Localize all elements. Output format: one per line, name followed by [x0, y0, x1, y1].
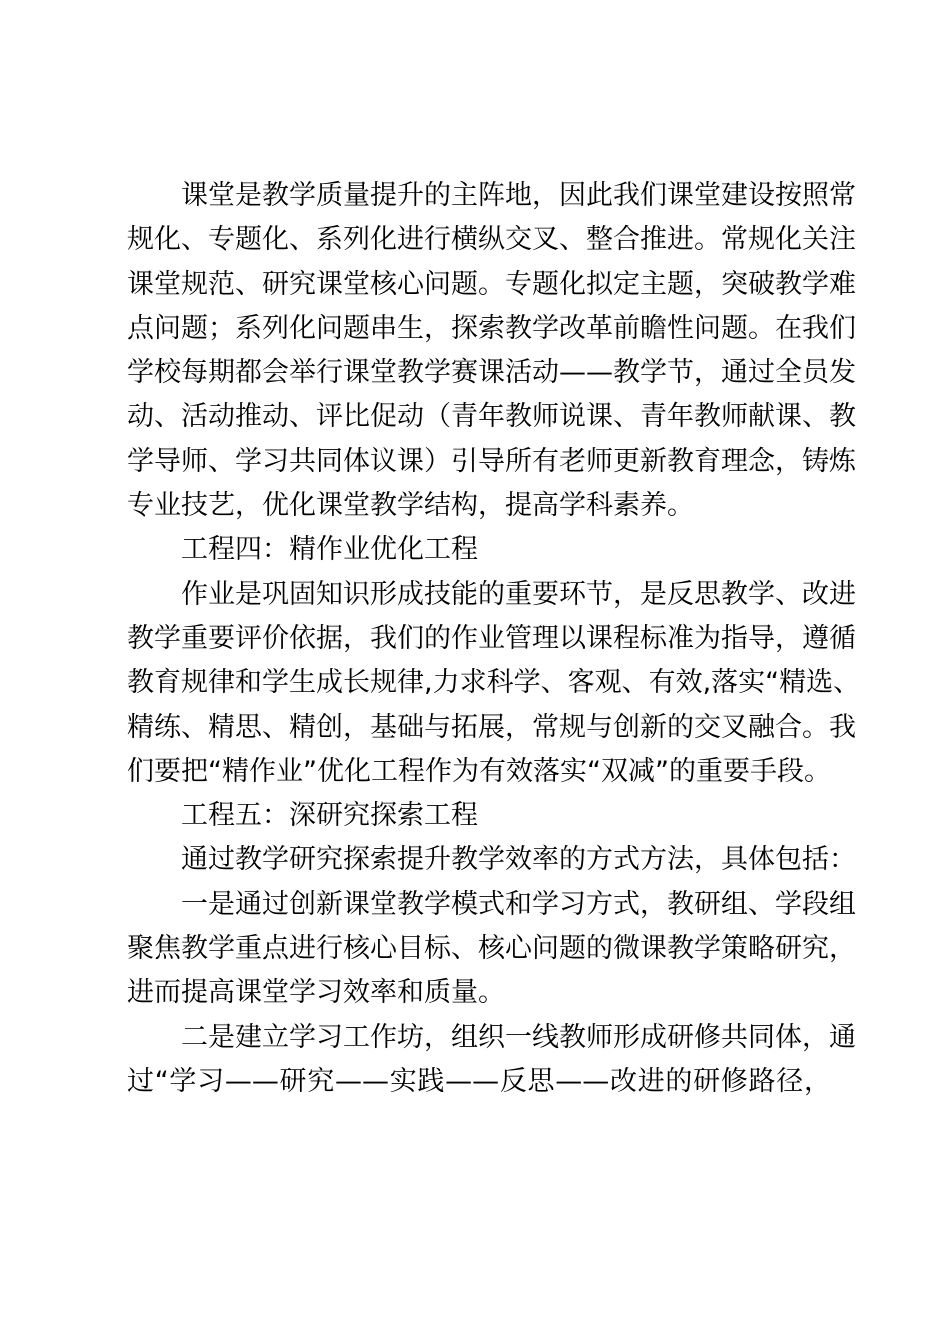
text-line: 一是通过创新课堂教学模式和学习方式，教研组、学段组 [181, 888, 856, 920]
section-heading: 工程五：深研究探索工程 [181, 800, 478, 832]
text-line: 课堂规范、研究课堂核心问题。专题化拟定主题，突破教学难 [127, 268, 856, 300]
text-line: 规化、专题化、系列化进行横纵交叉、整合推进。常规化关注 [127, 224, 856, 256]
text-line: 作业是巩固知识形成技能的重要环节，是反思教学、改进 [181, 578, 856, 610]
text-line: 课堂是教学质量提升的主阵地，因此我们课堂建设按照常 [181, 180, 856, 211]
text-line: 二是建立学习工作坊，组织一线教师形成研修共同体，通 [181, 1021, 856, 1053]
paragraph-classroom [127, 174, 856, 528]
text-line: 教学重要评价依据，我们的作业管理以课程标准为指导，遵循 [127, 622, 856, 654]
text-line: 精练、精思、精创，基础与拓展，常规与创新的交叉融合。我 [127, 711, 856, 743]
text-line: 学导师、学习共同体议课）引导所有老师更新教育理念，铸炼 [127, 445, 856, 477]
paragraph-point-two [127, 1016, 856, 1105]
paragraph-homework [127, 573, 861, 794]
text-line: 教育规律和学生成长规律,力求科学、客观、有效,落实“精选、 [127, 667, 861, 699]
text-line: 们要把“精作业”优化工程作为有效落实“双减”的重要手段。 [127, 755, 831, 787]
text-line: 学校每期都会举行课堂教学赛课活动——教学节，通过全员发 [127, 357, 856, 389]
text-line: 聚焦教学重点进行核心目标、核心问题的微课教学策略研究， [127, 933, 856, 965]
text-line: 通过教学研究探索提升教学效率的方式方法，具体包括： [181, 844, 856, 876]
document-page [127, 174, 861, 1104]
text-line: 点问题；系列化问题串生，探索教学改革前瞻性问题。在我们 [127, 312, 856, 344]
text-line: 动、活动推动、评比促动（青年教师说课、青年教师献课、教 [127, 401, 856, 433]
paragraph-research-intro [127, 838, 856, 882]
text-line: 专业技艺，优化课堂教学结构，提高学科素养。 [127, 490, 694, 522]
section-heading: 工程四：精作业优化工程 [181, 534, 478, 566]
heading-project-five [127, 794, 831, 838]
paragraph-point-one [127, 883, 856, 1016]
text-line: 进而提高课堂学习效率和质量。 [127, 977, 505, 1009]
heading-project-four [127, 528, 831, 572]
text-line: 过“学习——研究——实践——反思——改进的研修路径， [127, 1065, 831, 1097]
